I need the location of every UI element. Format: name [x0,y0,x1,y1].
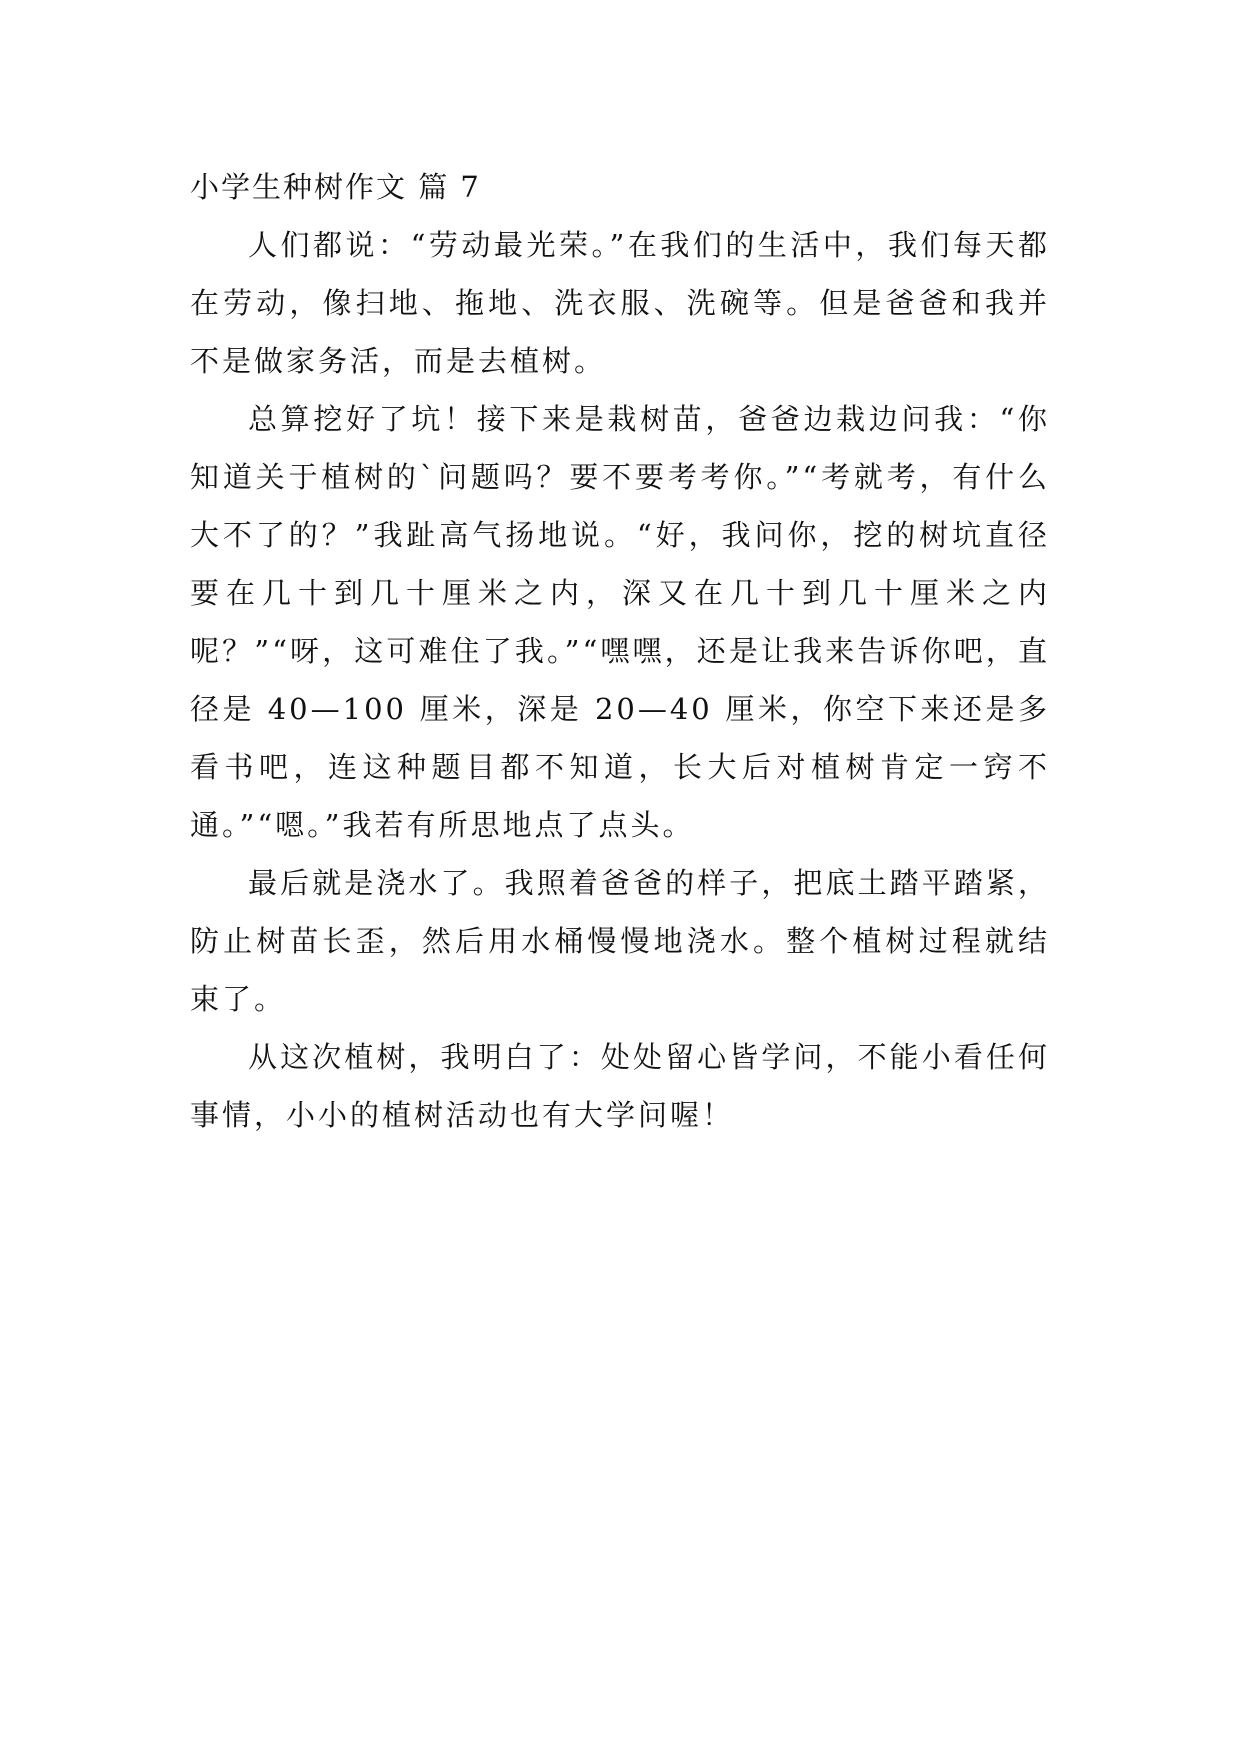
document-body [190,158,1050,1144]
paragraph-1: 人们都说：“劳动最光荣。”在我们的生活中，我们每天都在劳动，像扫地、拖地、洗衣服、洗碗等。但是爸爸和我并不是做家务活，而是去植树。 [190,228,1050,378]
paragraph-3: 最后就是浇水了。我照着爸爸的样子，把底土踏平踏紧，防止树苗长歪，然后用水桶慢慢地浇水。整个植树过程就结束了。 [190,866,1050,1016]
paragraph-4: 从这次植树，我明白了：处处留心皆学问，不能小看任何事情，小小的植树活动也有大学问喔！ [190,1040,1050,1132]
paragraph-2: 总算挖好了坑！接下来是栽树苗，爸爸边栽边问我：“你知道关于植树的`问题吗？要不要考考你。”“考就考，有什么大不了的？”我趾高气扬地说。“好，我问你，挖的树坑直径要在几十到几十厘米之内，深又在几十到几十厘米之内呢？”“呀，这可难住了我。”“嘿嘿，还是让我来告诉你吧，直径是 40—100 厘米，深是 20—40 厘米，你空下来还是多看书吧，连这种题目都不知道，长大后对植树肯定一窍不通。”“嗯。”我若有所思地点了点头。 [190,402,1050,842]
document-title: 小学生种树作文 篇 7 [190,170,481,204]
